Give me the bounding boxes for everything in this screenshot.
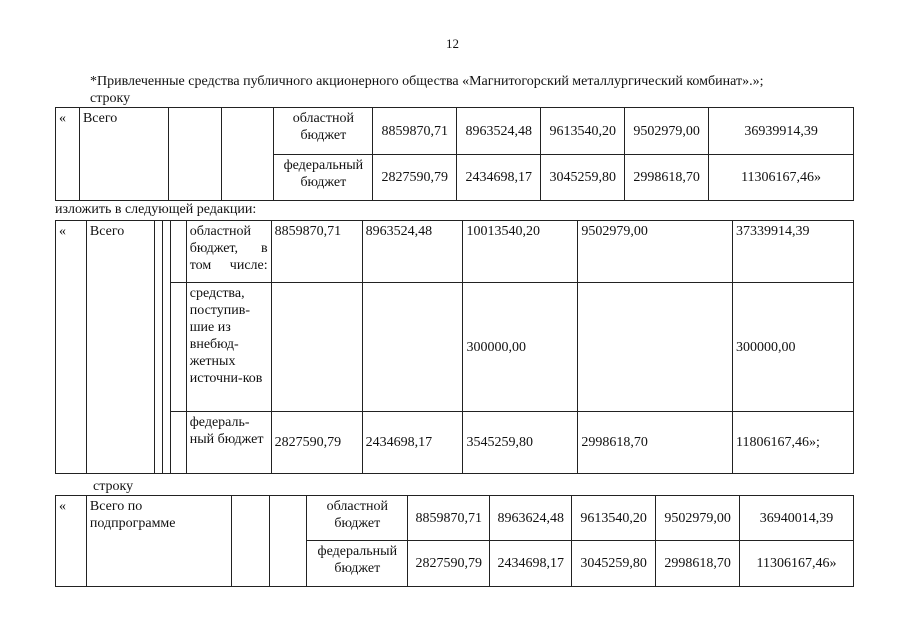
stroku-line-2: строку: [93, 479, 134, 494]
table-new-edition: [55, 220, 854, 474]
value-cell: 2434698,17: [362, 412, 463, 474]
value-cell: 9502979,00: [578, 221, 733, 283]
value-cell: 3045259,80: [541, 155, 625, 201]
value-cell: 8859870,71: [373, 108, 457, 155]
value-cell: 8859870,71: [271, 221, 362, 283]
quote-mark: «: [56, 221, 87, 474]
value-cell: 9502979,00: [625, 108, 709, 155]
total-cell: 36939914,39: [709, 108, 854, 155]
value-cell: 2827590,79: [408, 541, 490, 587]
value-cell: 2998618,70: [625, 155, 709, 201]
budget-label: областной бюджет, в том числе:: [186, 221, 271, 283]
total-cell: 36940014,39: [740, 496, 854, 541]
budget-label: средства, поступив-шие из внебюд-жетных источни-ков: [186, 283, 271, 412]
value-cell: 8963524,48: [362, 221, 463, 283]
budget-label: федеральный бюджет: [274, 155, 373, 201]
total-cell: 37339914,39: [733, 221, 854, 283]
budget-label: федеральный бюджет: [307, 541, 408, 587]
value-cell: 9613540,20: [541, 108, 625, 155]
value-cell: 300000,00: [463, 283, 578, 412]
value-cell: 2434698,17: [490, 541, 572, 587]
budget-label: областной бюджет: [307, 496, 408, 541]
value-cell: 8859870,71: [408, 496, 490, 541]
total-cell: 11306167,46»: [740, 541, 854, 587]
total-cell: 300000,00: [733, 283, 854, 412]
value-cell: 9613540,20: [572, 496, 656, 541]
value-cell: 10013540,20: [463, 221, 578, 283]
value-cell: 3045259,80: [572, 541, 656, 587]
value-cell: 8963524,48: [457, 108, 541, 155]
budget-label: областной бюджет: [274, 108, 373, 155]
value-cell: 2827590,79: [271, 412, 362, 474]
value-cell: 2434698,17: [457, 155, 541, 201]
page-number: 12: [446, 36, 459, 51]
table-original-rows: [55, 107, 854, 201]
value-cell: 2998618,70: [656, 541, 740, 587]
budget-label: федераль-ный бюджет: [186, 412, 271, 474]
quote-mark: «: [56, 108, 80, 201]
quote-mark: «: [56, 496, 87, 587]
intro-line: *Привлеченные средства публичного акционерного общества «Магнитогорский металлургический комбинат».»;: [90, 74, 764, 89]
value-cell: 8963624,48: [490, 496, 572, 541]
total-cell: 11306167,46»: [709, 155, 854, 201]
izlozhit-line: изложить в следующей редакции:: [55, 202, 257, 217]
value-cell: 2998618,70: [578, 412, 733, 474]
row-label: Всего: [79, 108, 168, 201]
value-cell: 3545259,80: [463, 412, 578, 474]
row-label: Всего по подпрограмме: [86, 496, 231, 587]
total-cell: 11806167,46»;: [733, 412, 854, 474]
row-label: Всего: [86, 221, 154, 474]
stroku-line-1: строку: [90, 91, 131, 106]
value-cell: 9502979,00: [656, 496, 740, 541]
table-subprogram-total: [55, 495, 854, 587]
value-cell: 2827590,79: [373, 155, 457, 201]
